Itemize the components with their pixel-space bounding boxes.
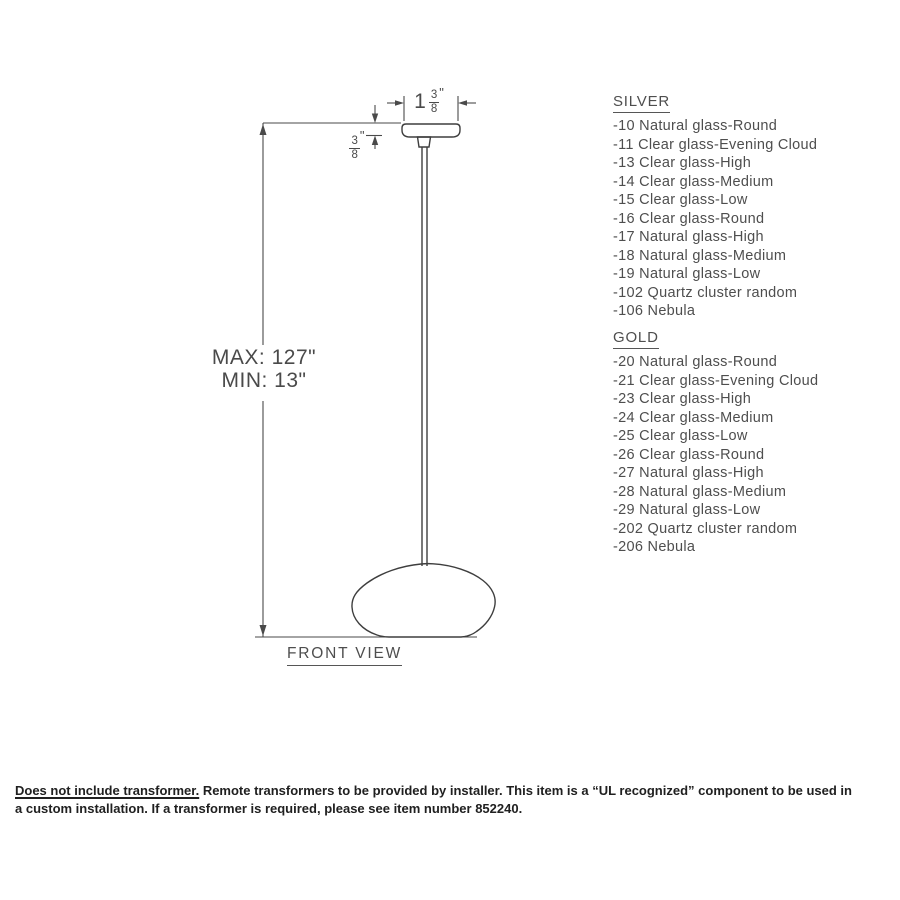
canopy-height-dimension xyxy=(341,128,373,165)
finish-option: -11 Clear glass-Evening Cloud xyxy=(613,136,818,153)
finish-option-list xyxy=(613,353,818,557)
finish-group-gold xyxy=(613,329,818,557)
arrow-up-icon xyxy=(260,124,267,135)
inch-mark: " xyxy=(439,85,444,100)
front-view-label: FRONT VIEW xyxy=(287,645,402,666)
finish-option: -13 Clear glass-High xyxy=(613,155,752,172)
footnote-underlined-phrase: Does not include transformer. xyxy=(15,783,200,798)
inch-mark: " xyxy=(359,128,365,143)
fixture-outline xyxy=(352,124,495,637)
finish-group-title: SILVER xyxy=(613,93,670,113)
arrow-down-small-icon xyxy=(372,114,378,124)
glass-shade xyxy=(352,564,495,637)
canopy-width-dimension xyxy=(400,85,458,116)
dimension-whole-number: 1 xyxy=(414,90,427,113)
finish-option: -102 Quartz cluster random xyxy=(613,284,798,301)
finish-option: -17 Natural glass-High xyxy=(613,229,764,246)
finish-option: -20 Natural glass-Round xyxy=(613,354,778,370)
finish-option: -15 Clear glass-Low xyxy=(613,192,748,209)
stem xyxy=(418,137,431,147)
finish-option: -28 Natural glass-Medium xyxy=(613,483,787,500)
arrow-left-icon xyxy=(458,100,467,106)
finish-option: -18 Natural glass-Medium xyxy=(613,247,787,264)
footnote-line-1 xyxy=(15,782,852,800)
finish-option: -16 Clear glass-Round xyxy=(613,210,765,227)
finish-option: -14 Clear glass-Medium xyxy=(613,173,774,190)
transformer-footnote xyxy=(15,782,852,817)
finish-option: -10 Natural glass-Round xyxy=(613,118,778,134)
max-height-label: MAX: 127" xyxy=(211,346,317,369)
dimension-fraction: $\frac{3}{8}$ xyxy=(430,89,438,115)
dimension-fraction: $\frac{3}{8}$ xyxy=(351,135,358,161)
finish-option: -27 Natural glass-High xyxy=(613,465,764,482)
finish-option: -26 Clear glass-Round xyxy=(613,446,765,463)
height-range-labels xyxy=(184,346,344,392)
finish-option: -21 Clear glass-Evening Cloud xyxy=(613,372,819,389)
canopy xyxy=(402,124,460,137)
min-height-label: MIN: 13" xyxy=(221,369,307,392)
finish-option: -19 Natural glass-Low xyxy=(613,266,761,283)
finish-option-list xyxy=(613,117,817,321)
finish-option: -29 Natural glass-Low xyxy=(613,502,761,519)
footnote-line-2: a custom installation. If a transformer is required, please see item number 852240. xyxy=(15,800,523,816)
arrow-down-icon xyxy=(260,625,267,636)
finish-group-silver xyxy=(613,93,817,321)
finish-option: -202 Quartz cluster random xyxy=(613,520,798,537)
finish-option: -206 Nebula xyxy=(613,539,696,556)
finish-option: -25 Clear glass-Low xyxy=(613,428,748,445)
finish-option: -106 Nebula xyxy=(613,303,696,320)
finish-group-title: GOLD xyxy=(613,329,659,349)
finish-option: -23 Clear glass-High xyxy=(613,391,752,408)
footnote-line-1-rest: Remote transformers to be provided by installer. This item is a “UL recognized” component to be used in xyxy=(199,783,852,798)
finish-option: -24 Clear glass-Medium xyxy=(613,409,774,426)
